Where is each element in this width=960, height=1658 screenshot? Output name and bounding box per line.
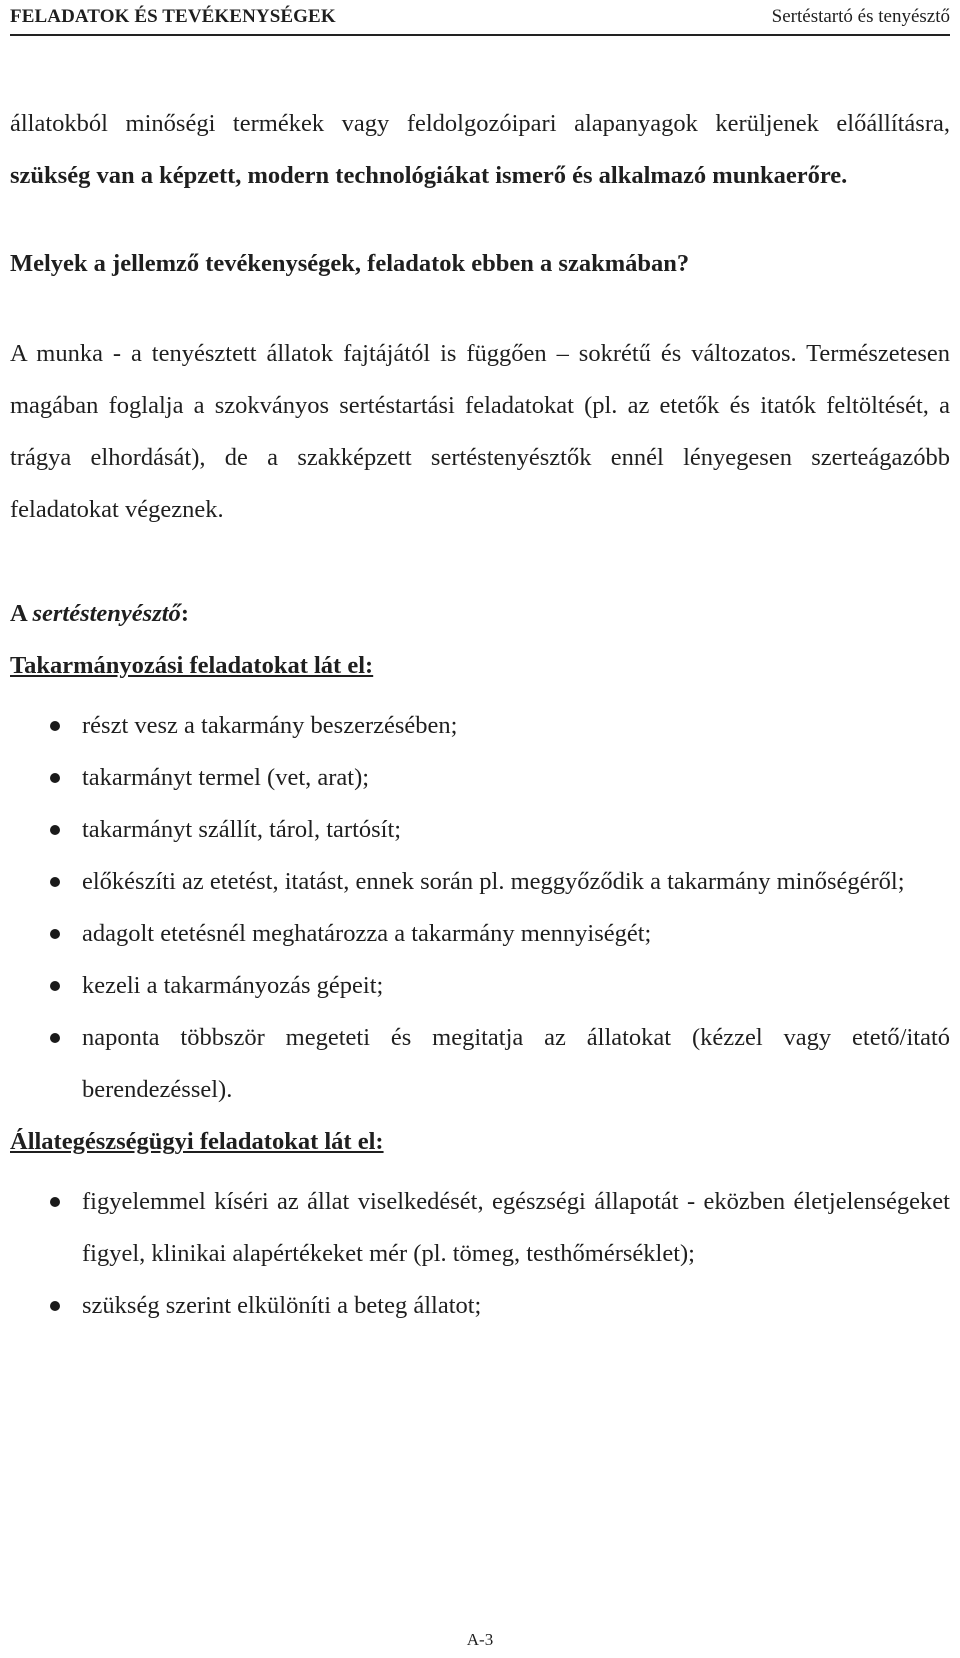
header-document-title: Sertéstartó és tenyésztő: [771, 6, 950, 27]
list-item: előkészíti az etetést, itatást, ennek során pl. meggyőződik a takarmány minőségéről;: [10, 856, 950, 908]
intro-paragraph: [10, 98, 950, 202]
intro-bold-text: szükség van a képzett, modern technológiákat ismerő és alkalmazó munkaerőre.: [10, 162, 848, 189]
list-item: adagolt etetésnél meghatározza a takarmány mennyiségét;: [10, 908, 950, 960]
subject-name: sertéstenyésztő: [32, 600, 181, 627]
list-item: naponta többször megeteti és megitatja az állatokat (kézzel vagy etető/itató berendezéssel).: [10, 1012, 950, 1116]
subject-suffix: :: [180, 600, 189, 627]
list-item: szükség szerint elkülöníti a beteg állatot;: [10, 1280, 950, 1332]
list-item: takarmányt termel (vet, arat);: [10, 752, 950, 804]
section-title-feeding: Takarmányozási feladatokat lát el:: [10, 652, 374, 679]
section-animal-health: [10, 1116, 950, 1332]
list-item: takarmányt szállít, tárol, tartósít;: [10, 804, 950, 856]
list-item: részt vesz a takarmány beszerzésében;: [10, 700, 950, 752]
feeding-task-list: [10, 700, 950, 1116]
intro-lead-text: állatokból minőségi termékek vagy feldolgozóipari alapanyagok kerüljenek előállításra,: [10, 110, 950, 137]
page-header: [10, 2, 950, 36]
page-number: A-3: [466, 1630, 494, 1649]
section-title-animal-health: Állategészségügyi feladatokat lát el:: [10, 1128, 384, 1155]
page-content: [10, 98, 950, 1332]
subject-prefix: A: [10, 600, 33, 627]
list-item: figyelemmel kíséri az állat viselkedését, egészségi állapotát - eközben életjelenségeket figyel, klinikai alapértékeket mér (pl. tömeg, testhőmérséklet);: [10, 1176, 950, 1280]
answer-paragraph: A munka - a tenyésztett állatok fajtájától is függően – sokrétű és változatos. Természetesen magában foglalja a szokványos sertéstartási feladatokat (pl. az etetők és itatók feltöltését, a trágya elhordását), de a szakképzett sertéstenyésztők ennél lényegesen szerteágazóbb feladatokat végeznek.: [10, 340, 950, 523]
list-item: kezeli a takarmányozás gépeit;: [10, 960, 950, 1012]
section-feeding: [10, 640, 950, 1116]
subject-heading: [10, 588, 950, 640]
question-heading: Melyek a jellemző tevékenységek, feladatok ebben a szakmában?: [10, 250, 690, 277]
health-task-list: [10, 1176, 950, 1332]
header-chapter-title: FELADATOK ÉS TEVÉKENYSÉGEK: [10, 6, 336, 27]
